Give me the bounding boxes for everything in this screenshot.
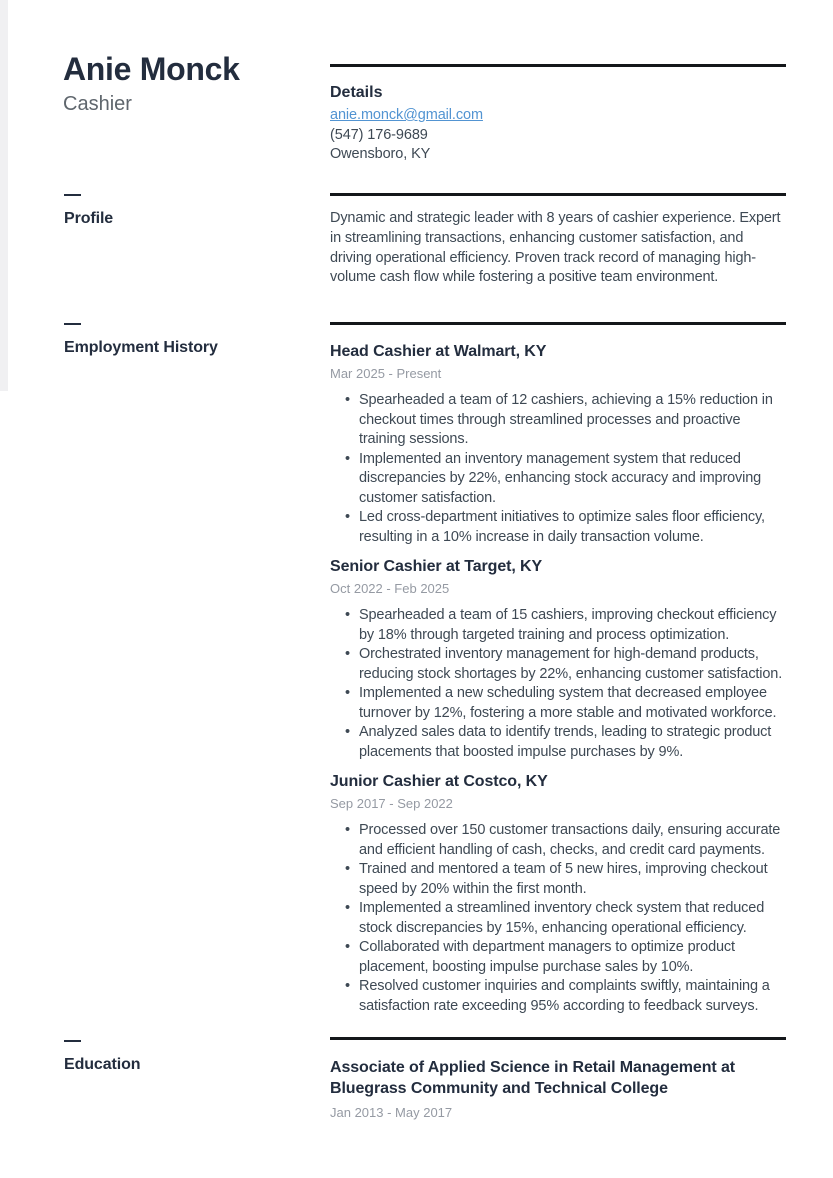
section-rule xyxy=(330,193,786,196)
details-heading: Details xyxy=(330,84,383,101)
sidebar-label-profile: Profile xyxy=(64,210,114,227)
section-rule xyxy=(330,322,786,325)
job-bullet: • Spearheaded a team of 12 cashiers, achieving a 15% reduction in checkout times through streamlined processes and proactive training sessions. xyxy=(345,391,786,450)
section-rule xyxy=(330,1037,786,1040)
email-link[interactable]: anie.monck@gmail.com xyxy=(330,107,483,123)
job-entry xyxy=(330,557,786,762)
employment-section xyxy=(330,322,786,1016)
profile-section xyxy=(330,193,786,288)
sidebar-label-employment: Employment History xyxy=(64,339,218,356)
job-dates: Mar 2025 - Present xyxy=(330,366,442,381)
job-bullet-list xyxy=(330,391,786,547)
section-rule xyxy=(330,64,786,67)
job-bullet: • Processed over 150 customer transactions daily, ensuring accurate and efficient handling of cash, checks, and credit card payments. xyxy=(345,821,786,860)
sidebar-label-education: Education xyxy=(64,1056,141,1073)
sidebar-section-education xyxy=(64,1040,314,1075)
job-dates: Oct 2022 - Feb 2025 xyxy=(330,581,450,596)
education-dates: Jan 2013 - May 2017 xyxy=(330,1105,453,1120)
job-bullet-list xyxy=(330,606,786,762)
job-bullet-list xyxy=(330,821,786,1016)
phone-number: (547) 176-9689 xyxy=(330,126,428,143)
job-bullet: • Orchestrated inventory management for high-demand products, reducing stock shortages by 22%, enhancing customer satisfaction. xyxy=(345,645,786,684)
job-title: Head Cashier at Walmart, KY xyxy=(330,343,547,360)
section-dash xyxy=(64,194,81,196)
section-dash xyxy=(64,323,81,325)
job-dates: Sep 2017 - Sep 2022 xyxy=(330,796,453,811)
job-title: Junior Cashier at Costco, KY xyxy=(330,773,548,790)
identity-block xyxy=(63,50,313,117)
section-dash xyxy=(64,1040,81,1042)
page-edge-shadow xyxy=(0,0,8,391)
job-entry xyxy=(330,772,786,1016)
job-bullet: • Implemented an inventory management system that reduced discrepancies by 22%, enhancing stock accuracy and improving customer satisfaction. xyxy=(345,450,786,509)
job-bullet: • Analyzed sales data to identify trends, leading to strategic product placements that boosted impulse purchases by 9%. xyxy=(345,723,786,762)
job-bullet: • Resolved customer inquiries and complaints swiftly, maintaining a satisfaction rate exceeding 95% according to feedback surveys. xyxy=(345,977,786,1016)
education-section xyxy=(330,1037,786,1130)
sidebar-section-employment xyxy=(64,323,314,358)
job-title: Senior Cashier at Target, KY xyxy=(330,558,543,575)
person-job-title: Cashier xyxy=(63,93,132,115)
job-bullet: • Trained and mentored a team of 5 new hires, improving checkout speed by 20% within the first month. xyxy=(345,860,786,899)
details-section xyxy=(330,64,786,165)
sidebar-section-profile xyxy=(64,194,314,229)
job-bullet: • Led cross-department initiatives to optimize sales floor efficiency, resulting in a 10% increase in daily transaction volume. xyxy=(345,508,786,547)
job-bullet: • Implemented a streamlined inventory check system that reduced stock discrepancies by 15%, enhancing operational efficiency. xyxy=(345,899,786,938)
job-bullet: • Implemented a new scheduling system that decreased employee turnover by 12%, fostering a more stable and motivated workforce. xyxy=(345,684,786,723)
location-text: Owensboro, KY xyxy=(330,146,431,162)
job-bullet: • Collaborated with department managers to optimize product placement, boosting impulse purchase sales by 10%. xyxy=(345,938,786,977)
degree-title: Associate of Applied Science in Retail Management at Bluegrass Community and Technical College xyxy=(330,1059,735,1097)
job-bullet: • Spearheaded a team of 15 cashiers, improving checkout efficiency by 18% through targeted training and process optimization. xyxy=(345,606,786,645)
profile-summary: Dynamic and strategic leader with 8 years of cashier experience. Expert in streamlining transactions, enhancing customer satisfaction, and driving operational efficiency. Proven track record of managing high-volume cash flow while fostering a positive team environment. xyxy=(330,210,781,286)
job-entry xyxy=(330,342,786,547)
person-name: Anie Monck xyxy=(63,51,240,87)
